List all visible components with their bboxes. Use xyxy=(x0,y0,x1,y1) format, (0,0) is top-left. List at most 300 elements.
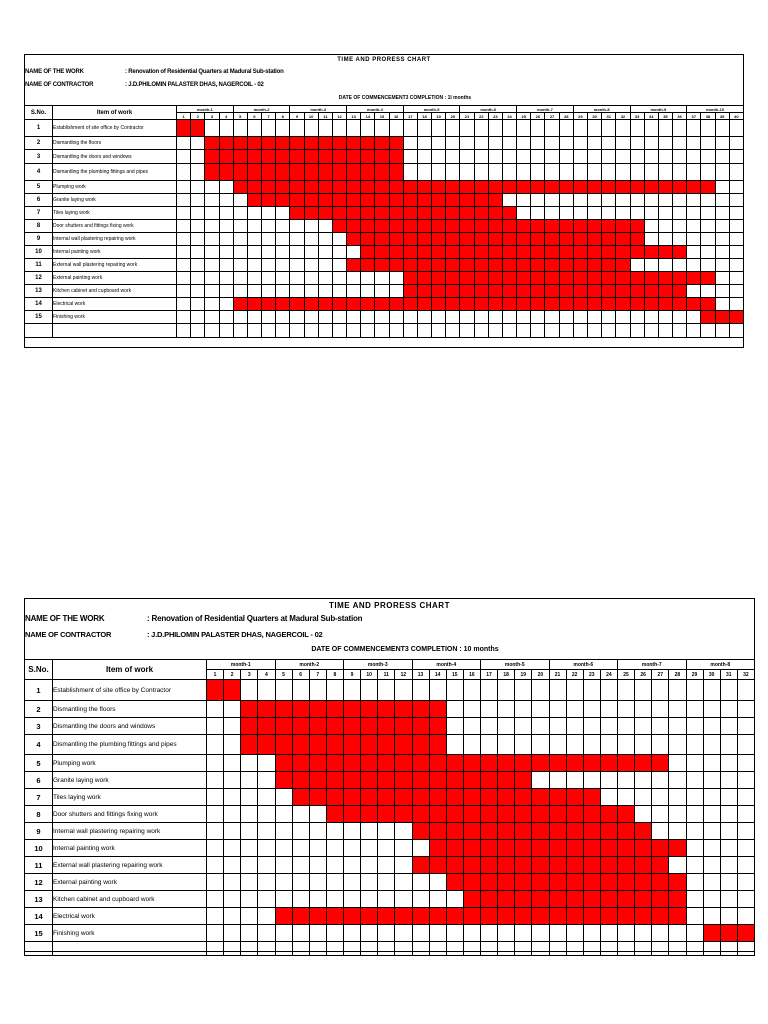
week-cell xyxy=(429,925,446,942)
week-cell xyxy=(446,735,463,755)
week-cell xyxy=(241,874,258,891)
week-number: 6 xyxy=(247,113,261,120)
item-of-work: Plumping work xyxy=(53,755,207,772)
progress-bar-cell xyxy=(378,755,395,772)
item-of-work: Dismantling the floors xyxy=(53,701,207,718)
progress-bar-cell xyxy=(460,194,474,207)
week-cell xyxy=(673,259,687,272)
week-number: 5 xyxy=(233,113,247,120)
table-row xyxy=(25,925,755,942)
week-cell xyxy=(549,772,566,789)
week-cell xyxy=(224,857,241,874)
progress-bar-cell xyxy=(326,701,343,718)
month-header-row xyxy=(25,660,755,670)
progress-bar-cell xyxy=(587,298,601,311)
week-cell xyxy=(344,874,361,891)
week-cell xyxy=(566,735,583,755)
progress-bar-cell xyxy=(488,194,502,207)
progress-bar-cell xyxy=(361,220,375,233)
progress-bar-cell xyxy=(673,246,687,259)
week-cell xyxy=(720,908,737,925)
progress-bar-cell xyxy=(517,233,531,246)
week-cell xyxy=(258,823,275,840)
empty-cell xyxy=(559,324,573,338)
progress-bar-cell xyxy=(481,891,498,908)
progress-bar-cell xyxy=(573,220,587,233)
week-number: 29 xyxy=(573,113,587,120)
week-cell xyxy=(191,164,205,181)
progress-bar-cell xyxy=(247,164,261,181)
progress-bar-cell xyxy=(502,207,516,220)
progress-bar-cell xyxy=(701,298,715,311)
progress-bar-cell xyxy=(347,137,361,150)
progress-bar-cell xyxy=(318,164,332,181)
week-cell xyxy=(703,701,720,718)
progress-bar-cell xyxy=(532,789,549,806)
week-cell xyxy=(378,680,395,701)
week-cell xyxy=(347,285,361,298)
progress-bar-cell xyxy=(375,150,389,164)
week-cell xyxy=(258,789,275,806)
progress-bar-cell xyxy=(375,298,389,311)
progress-bar-cell xyxy=(498,908,515,925)
week-cell xyxy=(673,311,687,324)
week-cell xyxy=(304,259,318,272)
empty-cell xyxy=(515,942,532,956)
progress-bar-cell xyxy=(474,298,488,311)
week-cell xyxy=(318,233,332,246)
progress-bar-cell xyxy=(549,823,566,840)
week-cell xyxy=(669,857,686,874)
week-cell xyxy=(658,120,672,137)
row-number: 7 xyxy=(25,207,53,220)
week-cell xyxy=(429,680,446,701)
week-cell xyxy=(292,925,309,942)
progress-bar-cell xyxy=(389,259,403,272)
progress-bar-cell xyxy=(292,701,309,718)
week-cell xyxy=(395,925,412,942)
week-cell xyxy=(498,925,515,942)
empty-cell xyxy=(720,942,737,956)
item-of-work: Dismantling the floors xyxy=(53,137,177,150)
week-cell xyxy=(460,137,474,150)
progress-bar-cell xyxy=(549,908,566,925)
progress-bar-cell xyxy=(644,181,658,194)
week-number: 36 xyxy=(673,113,687,120)
week-cell xyxy=(191,233,205,246)
progress-bar-cell xyxy=(417,285,431,298)
week-cell xyxy=(233,285,247,298)
week-cell xyxy=(573,207,587,220)
week-cell xyxy=(344,925,361,942)
empty-cell xyxy=(361,942,378,956)
row-number: 11 xyxy=(25,259,53,272)
contractor-value: : J.D.PHILOMIN PALASTER DHAS, NAGERCOIL - 02 xyxy=(147,630,323,639)
week-cell xyxy=(276,285,290,298)
progress-bar-cell xyxy=(389,207,403,220)
progress-bar-cell xyxy=(616,233,630,246)
week-number: 34 xyxy=(644,113,658,120)
progress-bar-cell xyxy=(304,181,318,194)
progress-bar-cell xyxy=(292,735,309,755)
month-header: month-4 xyxy=(347,106,404,113)
week-number: 20 xyxy=(446,113,460,120)
week-cell xyxy=(686,718,703,735)
week-cell xyxy=(446,701,463,718)
week-cell xyxy=(618,925,635,942)
week-cell xyxy=(241,680,258,701)
week-cell xyxy=(549,680,566,701)
progress-bar-cell xyxy=(545,233,559,246)
row-number: 1 xyxy=(25,680,53,701)
week-cell xyxy=(502,311,516,324)
week-cell xyxy=(177,137,191,150)
progress-bar-cell xyxy=(361,806,378,823)
progress-bar-cell xyxy=(481,874,498,891)
progress-bar-cell xyxy=(241,718,258,735)
empty-cell xyxy=(602,324,616,338)
week-cell xyxy=(729,164,743,181)
week-cell xyxy=(587,150,601,164)
item-of-work: Dismantling the doors and windows xyxy=(53,150,177,164)
progress-bar-cell xyxy=(276,164,290,181)
progress-chart-bottom xyxy=(24,598,755,952)
empty-cell xyxy=(573,324,587,338)
week-cell xyxy=(729,220,743,233)
progress-bar-cell xyxy=(515,874,532,891)
week-cell xyxy=(573,120,587,137)
week-cell xyxy=(191,259,205,272)
week-cell xyxy=(729,285,743,298)
progress-bar-cell xyxy=(347,233,361,246)
progress-bar-cell xyxy=(205,150,219,164)
item-of-work: Finishing work xyxy=(53,311,177,324)
week-cell xyxy=(669,718,686,735)
progress-bar-cell xyxy=(635,840,652,857)
week-cell xyxy=(531,164,545,181)
empty-cell xyxy=(658,324,672,338)
week-cell xyxy=(703,908,720,925)
week-number: 23 xyxy=(488,113,502,120)
week-cell xyxy=(275,789,292,806)
item-of-work: Electrical work xyxy=(53,298,177,311)
progress-bar-cell xyxy=(644,272,658,285)
progress-bar-cell xyxy=(488,259,502,272)
progress-bar-cell xyxy=(395,718,412,735)
week-number: 9 xyxy=(344,670,361,680)
week-cell xyxy=(488,150,502,164)
week-number: 18 xyxy=(498,670,515,680)
progress-bar-cell xyxy=(673,285,687,298)
progress-bar-cell xyxy=(429,718,446,735)
week-cell xyxy=(361,925,378,942)
week-cell xyxy=(344,857,361,874)
week-cell xyxy=(737,772,754,789)
week-cell xyxy=(205,246,219,259)
week-cell xyxy=(361,120,375,137)
week-cell xyxy=(177,233,191,246)
week-cell xyxy=(233,220,247,233)
week-cell xyxy=(262,120,276,137)
progress-bar-cell xyxy=(583,874,600,891)
week-cell xyxy=(488,120,502,137)
week-cell xyxy=(361,823,378,840)
progress-bar-cell xyxy=(635,874,652,891)
month-header: month-7 xyxy=(517,106,574,113)
progress-bar-cell xyxy=(463,857,480,874)
item-of-work: Finishing work xyxy=(53,925,207,942)
week-cell xyxy=(701,259,715,272)
progress-bar-cell xyxy=(701,181,715,194)
progress-bar-cell xyxy=(332,150,346,164)
progress-bar-cell xyxy=(446,194,460,207)
progress-bar-cell xyxy=(545,246,559,259)
week-cell xyxy=(687,285,701,298)
week-cell xyxy=(258,925,275,942)
progress-bar-cell xyxy=(573,246,587,259)
progress-bar-cell xyxy=(602,181,616,194)
column-header-sno: S.No. xyxy=(25,106,53,120)
week-cell xyxy=(737,789,754,806)
chart-title: TIME AND PRORESS CHART xyxy=(329,601,450,610)
progress-bar-cell xyxy=(635,823,652,840)
week-cell xyxy=(618,718,635,735)
month-header: month-3 xyxy=(290,106,347,113)
item-of-work: Internal painting work xyxy=(53,840,207,857)
progress-bar-cell xyxy=(517,246,531,259)
progress-bar-cell xyxy=(545,272,559,285)
empty-cell xyxy=(481,942,498,956)
week-cell xyxy=(432,150,446,164)
week-cell xyxy=(587,137,601,150)
week-cell xyxy=(326,891,343,908)
week-cell xyxy=(326,874,343,891)
progress-bar-cell xyxy=(332,137,346,150)
progress-bar-cell xyxy=(429,735,446,755)
empty-cell xyxy=(502,324,516,338)
progress-bar-cell xyxy=(498,772,515,789)
item-of-work: Internal painting work xyxy=(53,246,177,259)
progress-bar-cell xyxy=(318,207,332,220)
month-header: month-1 xyxy=(207,660,276,670)
table-row xyxy=(25,718,755,735)
week-cell xyxy=(715,272,729,285)
contractor-label: NAME OF CONTRACTOR xyxy=(25,630,112,639)
week-cell xyxy=(241,925,258,942)
week-cell xyxy=(630,194,644,207)
week-cell xyxy=(687,164,701,181)
week-number: 24 xyxy=(600,670,617,680)
progress-bar-cell xyxy=(403,194,417,207)
week-cell xyxy=(177,150,191,164)
week-cell xyxy=(378,857,395,874)
week-cell xyxy=(224,891,241,908)
progress-chart-top xyxy=(24,54,744,348)
progress-bar-cell xyxy=(463,908,480,925)
week-cell xyxy=(332,311,346,324)
empty-cell xyxy=(326,942,343,956)
week-cell xyxy=(446,925,463,942)
week-cell xyxy=(191,194,205,207)
progress-bar-cell xyxy=(446,259,460,272)
progress-bar-cell xyxy=(361,772,378,789)
week-number: 4 xyxy=(219,113,233,120)
progress-bar-cell xyxy=(549,806,566,823)
week-cell xyxy=(658,233,672,246)
progress-bar-cell xyxy=(460,246,474,259)
week-cell xyxy=(417,150,431,164)
week-cell xyxy=(488,311,502,324)
progress-bar-cell xyxy=(545,181,559,194)
progress-bar-cell xyxy=(403,272,417,285)
item-of-work: Internal wall plastering repairing work xyxy=(53,823,207,840)
progress-bar-cell xyxy=(403,285,417,298)
progress-bar-cell xyxy=(616,246,630,259)
empty-cell xyxy=(219,324,233,338)
week-number: 31 xyxy=(720,670,737,680)
progress-bar-cell xyxy=(326,718,343,735)
week-cell xyxy=(481,680,498,701)
week-cell xyxy=(241,891,258,908)
progress-bar-cell xyxy=(515,857,532,874)
empty-cell xyxy=(669,942,686,956)
week-cell xyxy=(488,164,502,181)
table-row xyxy=(25,891,755,908)
week-cell xyxy=(446,680,463,701)
progress-bar-cell xyxy=(233,150,247,164)
progress-bar-cell xyxy=(602,233,616,246)
week-cell xyxy=(463,735,480,755)
week-cell xyxy=(205,285,219,298)
item-of-work: Tiles laying work xyxy=(53,789,207,806)
progress-bar-cell xyxy=(361,194,375,207)
table-row xyxy=(25,701,755,718)
week-cell xyxy=(276,259,290,272)
progress-bar-cell xyxy=(429,701,446,718)
table-row xyxy=(25,680,755,701)
week-cell xyxy=(219,181,233,194)
row-number: 10 xyxy=(25,840,53,857)
progress-bar-cell xyxy=(290,298,304,311)
week-cell xyxy=(618,772,635,789)
progress-bar-cell xyxy=(559,220,573,233)
week-number: 24 xyxy=(502,113,516,120)
week-cell xyxy=(262,246,276,259)
progress-bar-cell xyxy=(304,298,318,311)
week-cell xyxy=(737,701,754,718)
progress-bar-cell xyxy=(652,908,669,925)
week-cell xyxy=(502,137,516,150)
week-cell xyxy=(729,246,743,259)
week-number: 8 xyxy=(276,113,290,120)
week-cell xyxy=(233,207,247,220)
progress-bar-cell xyxy=(332,220,346,233)
week-cell xyxy=(247,220,261,233)
week-cell xyxy=(262,259,276,272)
progress-bar-cell xyxy=(545,220,559,233)
month-header: month-1 xyxy=(177,106,234,113)
week-cell xyxy=(715,298,729,311)
month-header: month-2 xyxy=(233,106,290,113)
week-cell xyxy=(304,285,318,298)
empty-cell xyxy=(309,942,326,956)
week-number: 17 xyxy=(481,670,498,680)
week-number: 23 xyxy=(583,670,600,680)
progress-bar-cell xyxy=(258,701,275,718)
week-cell xyxy=(177,298,191,311)
week-cell xyxy=(703,772,720,789)
progress-bar-cell xyxy=(446,285,460,298)
week-cell xyxy=(687,137,701,150)
week-cell xyxy=(446,718,463,735)
progress-bar-cell xyxy=(361,718,378,735)
progress-bar-cell xyxy=(549,840,566,857)
week-cell xyxy=(729,272,743,285)
progress-bar-cell xyxy=(658,272,672,285)
table-row xyxy=(25,194,744,207)
progress-bar-cell xyxy=(262,194,276,207)
week-cell xyxy=(361,311,375,324)
progress-bar-cell xyxy=(446,246,460,259)
week-cell xyxy=(686,891,703,908)
item-of-work: External painting work xyxy=(53,272,177,285)
progress-bar-cell xyxy=(583,857,600,874)
progress-bar-cell xyxy=(446,220,460,233)
week-cell xyxy=(403,120,417,137)
progress-bar-cell xyxy=(463,789,480,806)
table-row xyxy=(25,246,744,259)
progress-bar-cell xyxy=(292,772,309,789)
progress-bar-cell xyxy=(446,840,463,857)
progress-bar-cell xyxy=(326,789,343,806)
week-cell xyxy=(389,120,403,137)
week-cell xyxy=(191,298,205,311)
week-cell xyxy=(630,120,644,137)
row-number: 3 xyxy=(25,718,53,735)
progress-bar-cell xyxy=(344,701,361,718)
week-cell xyxy=(559,207,573,220)
week-number: 1 xyxy=(207,670,224,680)
progress-bar-cell xyxy=(532,823,549,840)
week-cell xyxy=(686,908,703,925)
empty-cell xyxy=(53,942,207,956)
progress-bar-cell xyxy=(395,701,412,718)
empty-cell xyxy=(652,942,669,956)
progress-bar-cell xyxy=(559,233,573,246)
week-cell xyxy=(737,874,754,891)
progress-bar-cell xyxy=(361,181,375,194)
progress-bar-cell xyxy=(531,285,545,298)
week-cell xyxy=(292,874,309,891)
progress-bar-cell xyxy=(618,806,635,823)
week-cell xyxy=(474,311,488,324)
progress-bar-cell xyxy=(432,285,446,298)
progress-bar-cell xyxy=(412,701,429,718)
progress-bar-cell xyxy=(616,298,630,311)
progress-bar-cell xyxy=(630,272,644,285)
item-of-work: Dismantling the doors and windows xyxy=(53,718,207,735)
progress-bar-cell xyxy=(498,789,515,806)
progress-bar-cell xyxy=(224,680,241,701)
week-cell xyxy=(275,874,292,891)
week-cell xyxy=(673,220,687,233)
week-cell xyxy=(545,120,559,137)
progress-bar-cell xyxy=(531,220,545,233)
week-cell xyxy=(687,120,701,137)
week-cell xyxy=(531,207,545,220)
gantt-table xyxy=(24,105,744,338)
progress-bar-cell xyxy=(446,298,460,311)
